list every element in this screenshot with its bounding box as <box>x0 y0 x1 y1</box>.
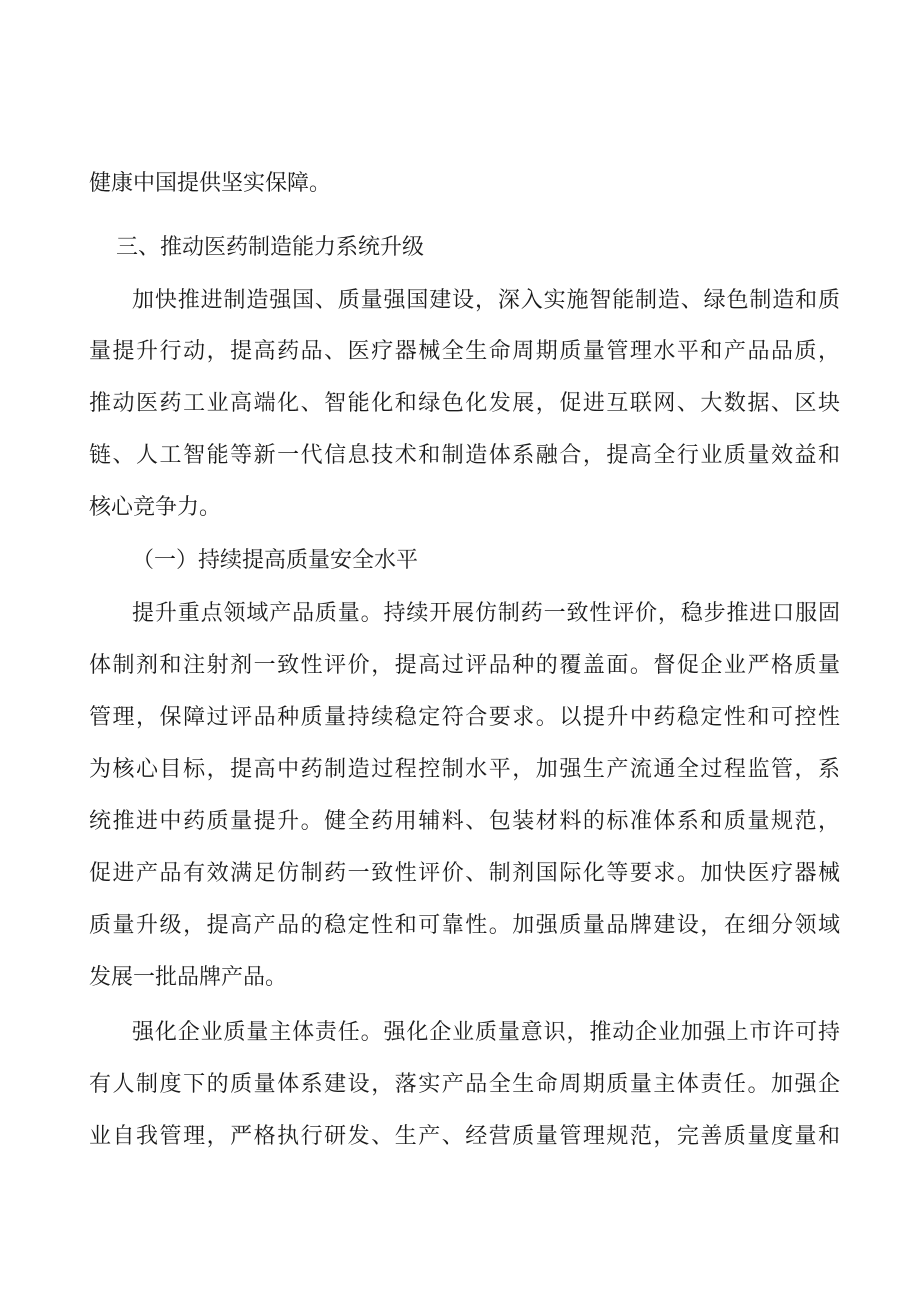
paragraph-section-3-intro <box>0 384 920 424</box>
paragraph-section-3-intro <box>0 281 920 321</box>
text-line: 统推进中药质量提升。健全药用辅料、包装材料的标准体系和质量规范， <box>89 809 840 834</box>
text-line: 强化企业质量主体责任。强化企业质量意识，推动企业加强上市许可持 <box>132 1020 840 1045</box>
paragraph-product-quality <box>0 802 920 842</box>
text-line: 为核心目标，提高中药制造过程控制水平，加强生产流通全过程监管，系 <box>89 757 840 782</box>
paragraph-enterprise-responsibility <box>0 1117 920 1157</box>
text-line: 量提升行动，提高药品、医疗器械全生命周期质量管理水平和产品品质， <box>89 339 840 364</box>
text-line: 管理，保障过评品种质量持续稳定符合要求。以提升中药稳定性和可控性 <box>89 705 840 730</box>
text-line: 促进产品有效满足仿制药一致性评价、制剂国际化等要求。加快医疗器械 <box>89 861 840 886</box>
text-line: 推动医药工业高端化、智能化和绿色化发展，促进互联网、大数据、区块 <box>89 391 840 416</box>
paragraph-continuation <box>0 164 920 204</box>
text-line: 业自我管理，严格执行研发、生产、经营质量管理规范，完善质量度量和 <box>89 1124 840 1149</box>
paragraph-product-quality <box>0 698 920 738</box>
paragraph-enterprise-responsibility <box>0 1013 920 1053</box>
paragraph-product-quality <box>0 958 920 998</box>
text-line: 发展一批品牌产品。 <box>89 965 288 990</box>
paragraph-product-quality <box>0 594 920 634</box>
paragraph-section-3-intro <box>0 488 920 528</box>
paragraph-product-quality <box>0 750 920 790</box>
heading-text: 三、推动医药制造能力系统升级 <box>116 235 425 260</box>
text-line: 有人制度下的质量体系建设，落实产品全生命周期质量主体责任。加强企 <box>89 1072 840 1097</box>
paragraph-section-3-intro <box>0 332 920 372</box>
text-line: 加快推进制造强国、质量强国建设，深入实施智能制造、绿色制造和质 <box>132 288 840 313</box>
text-line: 健康中国提供坚实保障。 <box>89 171 332 196</box>
subheading-text: （一）持续提高质量安全水平 <box>132 548 419 573</box>
paragraph-section-3-intro <box>0 436 920 476</box>
section-heading-3 <box>0 228 920 268</box>
text-line: 链、人工智能等新一代信息技术和制造体系融合，提高全行业质量效益和 <box>89 443 840 468</box>
paragraph-product-quality <box>0 646 920 686</box>
text-line: 核心竞争力。 <box>89 495 222 520</box>
text-line: 提升重点领域产品质量。持续开展仿制药一致性评价，稳步推进口服固 <box>132 601 840 626</box>
text-line: 质量升级，提高产品的稳定性和可靠性。加强质量品牌建设，在细分领域 <box>89 913 840 938</box>
paragraph-product-quality <box>0 906 920 946</box>
paragraph-enterprise-responsibility <box>0 1065 920 1105</box>
paragraph-product-quality <box>0 854 920 894</box>
subsection-heading-1 <box>0 541 920 581</box>
text-line: 体制剂和注射剂一致性评价，提高过评品种的覆盖面。督促企业严格质量 <box>89 653 840 678</box>
